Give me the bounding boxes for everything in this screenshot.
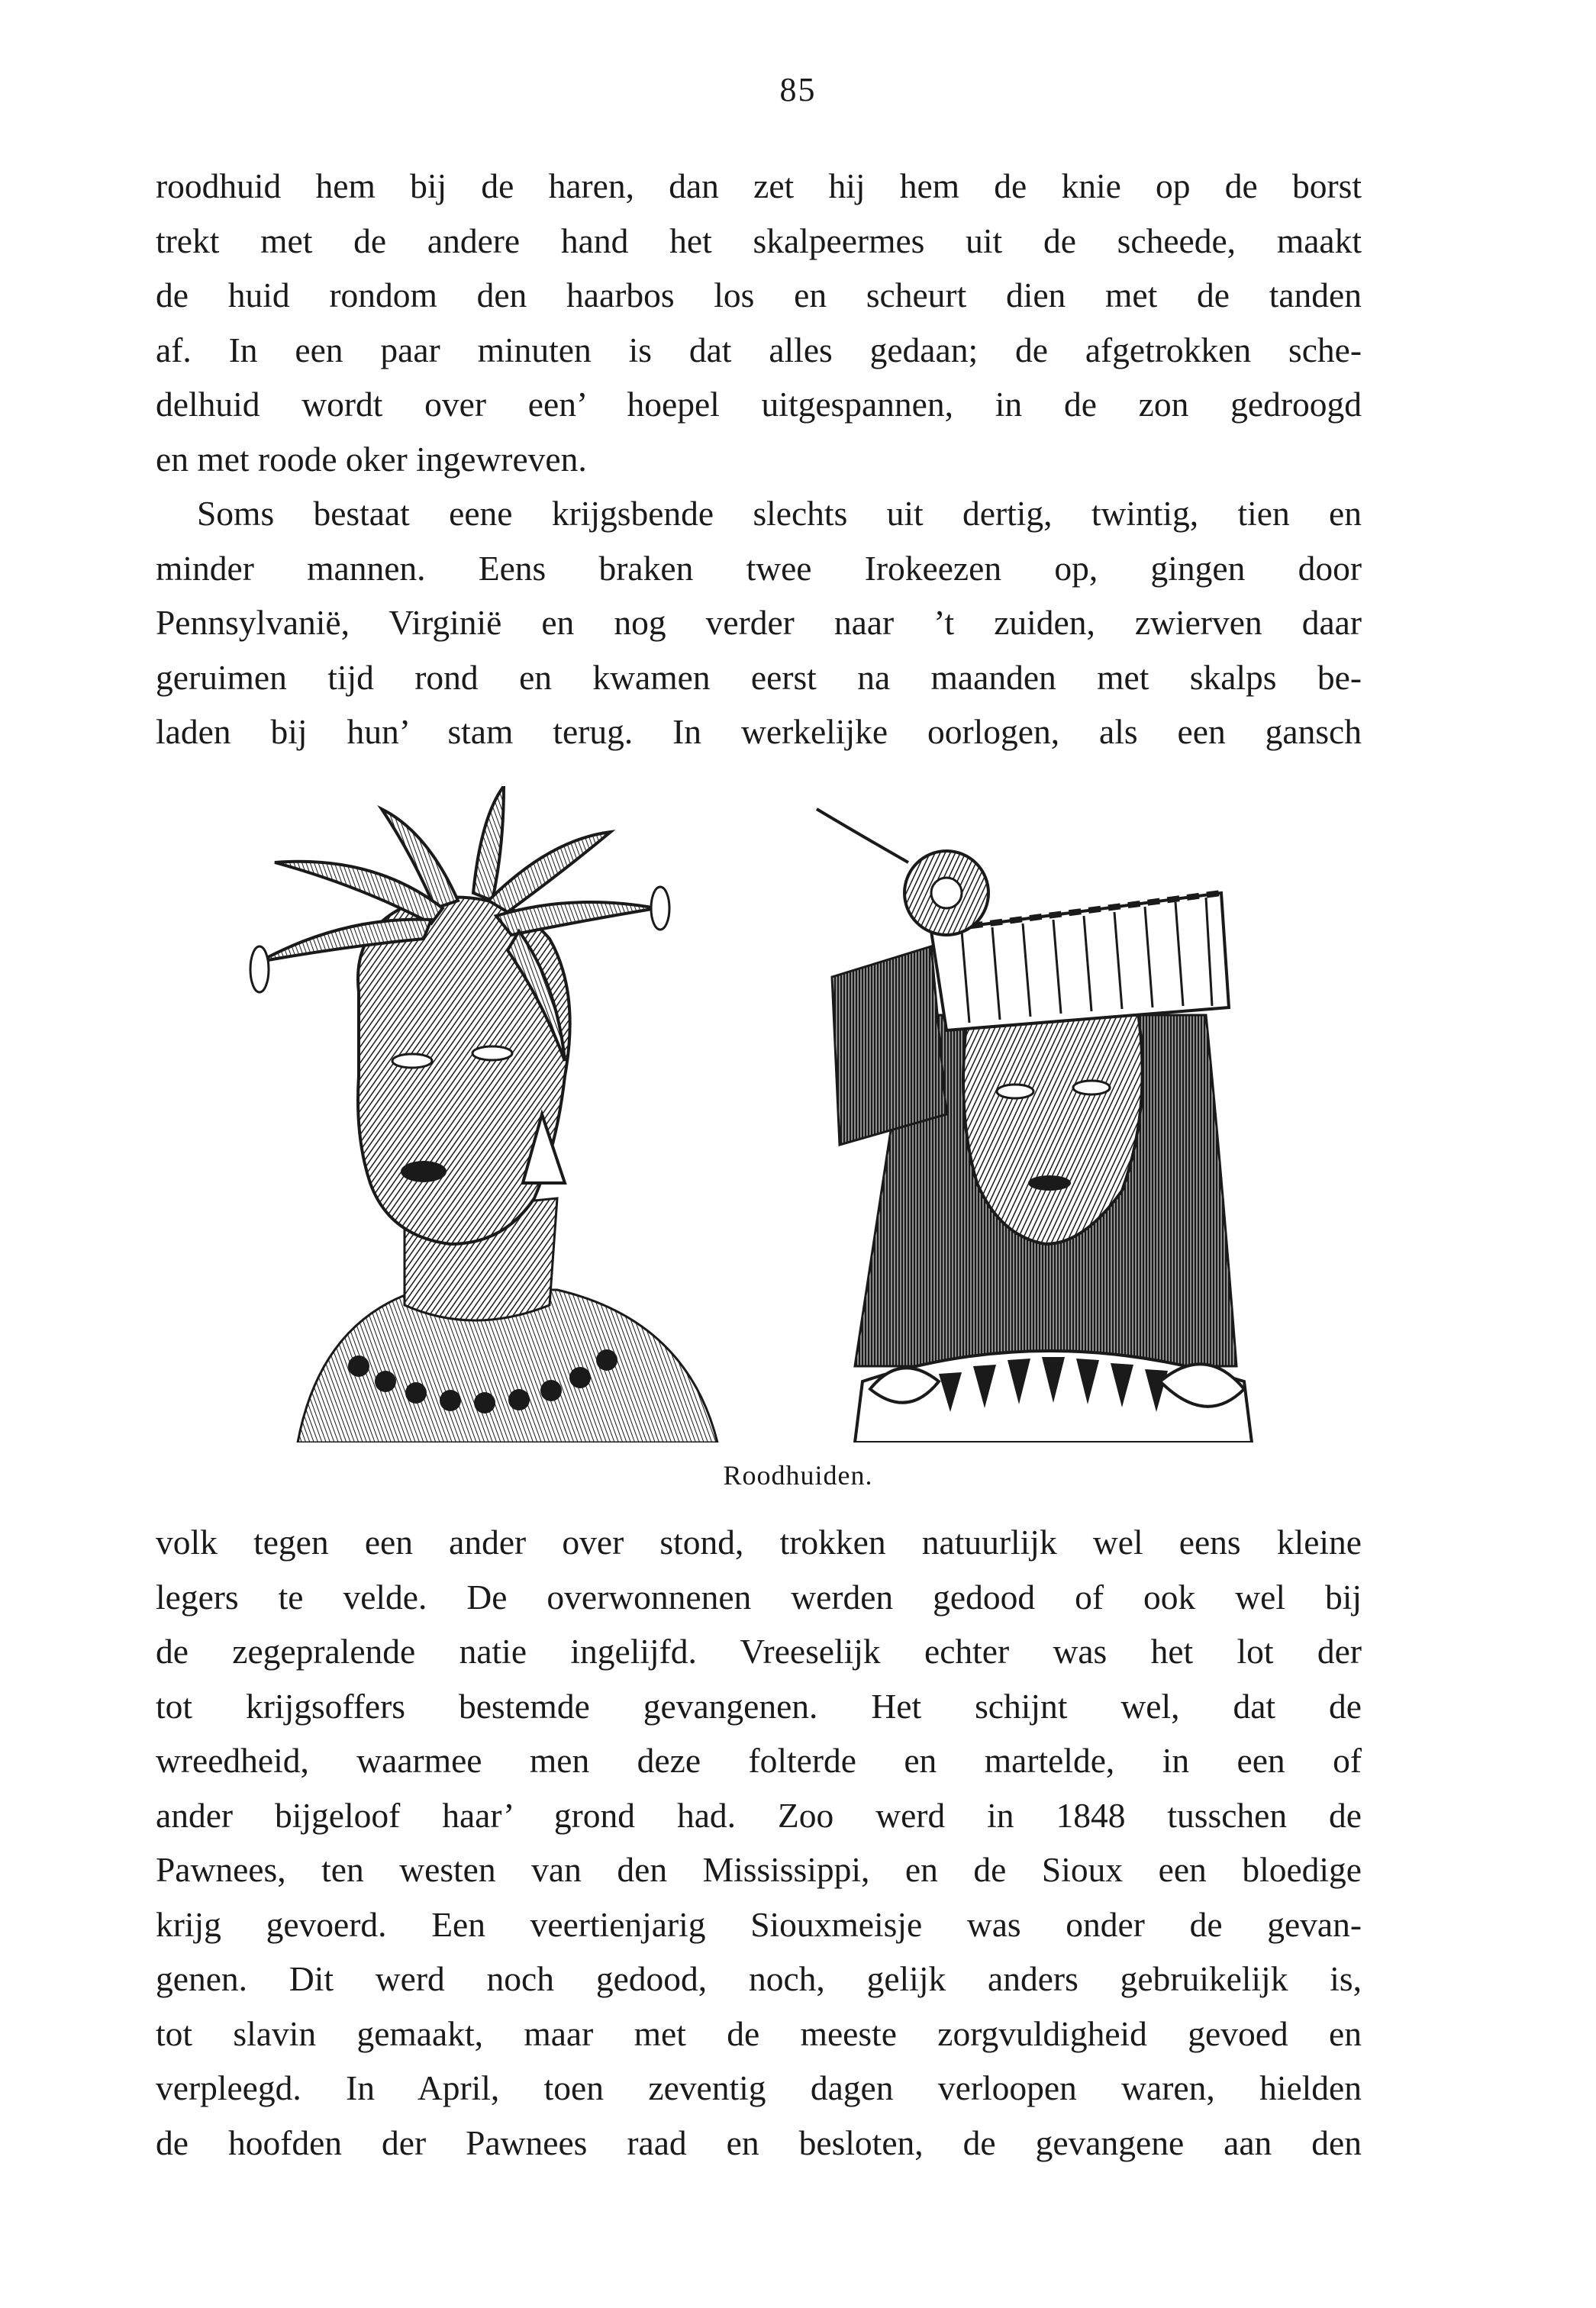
text-line: geruimen tijd rond en kwamen eerst na maanden met skalps be-: [156, 657, 1362, 697]
paragraph-2: [156, 486, 1362, 759]
text-line: genen. Dit werd noch gedood, noch, gelijk anders gebruikelijk is,: [156, 1959, 1362, 1998]
text-line: delhuid wordt over een’ hoepel uitgespannen, in de zon gedroogd: [156, 385, 1362, 424]
text-line: en met roode oker ingewreven.: [156, 439, 587, 479]
text-line: roodhuid hem bij de haren, dan zet hij hem de knie op de borst: [156, 166, 1362, 205]
portrait-man-engraving: [229, 786, 733, 1442]
text-line: tot krijgsoffers bestemde gevangenen. Het schijnt wel, dat de: [156, 1686, 1362, 1726]
text-line: laden bij hun’ stam terug. In werkelijke oorlogen, als een gansch: [156, 712, 1362, 751]
text-line: de hoofden der Pawnees raad en besloten, de gevangene aan den: [156, 2123, 1362, 2162]
text-line: ander bijgeloof haar’ grond had. Zoo werd in 1848 tusschen de: [156, 1795, 1362, 1835]
paragraph-1: [156, 159, 1362, 486]
paragraph-3: [156, 1515, 1362, 2170]
text-line: legers te velde. De overwonnenen werden gedood of ook wel bij: [156, 1577, 1362, 1617]
text-line: Pennsylvanië, Virginië en nog verder naar ’t zuiden, zwierven daar: [156, 603, 1362, 642]
text-line: Soms bestaat eene krijgsbende slechts uit dertig, twintig, tien en: [197, 494, 1362, 533]
text-line: trekt met de andere hand het skalpeermes uit de scheede, maakt: [156, 221, 1362, 260]
text-line: wreedheid, waarmee men deze folterde en martelde, in een of: [156, 1741, 1362, 1780]
text-line: tot slavin gemaakt, maar met de meeste zorgvuldigheid gevoed en: [156, 2013, 1362, 2053]
text-line: af. In een paar minuten is dat alles gedaan; de afgetrokken sche-: [156, 330, 1362, 369]
figure-caption: Roodhuiden.: [723, 1460, 873, 1491]
text-line: de huid rondom den haarbos los en scheurt dien met de tanden: [156, 276, 1362, 314]
text-line: verpleegd. In April, toen zeventig dagen verloopen waren, hielden: [156, 2068, 1362, 2107]
page-number: 85: [779, 71, 817, 108]
illustration-roodhuiden: [229, 786, 1298, 1442]
portrait-woman-engraving: [794, 786, 1298, 1442]
text-line: Pawnees, ten westen van den Mississippi, en de Sioux een bloedige: [156, 1850, 1362, 1889]
text-line: de zegepralende natie ingelijfd. Vreeselijk echter was het lot der: [156, 1632, 1362, 1671]
text-line: minder mannen. Eens braken twee Irokeezen op, gingen door: [156, 548, 1362, 588]
text-line: volk tegen een ander over stond, trokken natuurlijk wel eens kleine: [156, 1523, 1362, 1562]
text-line: krijg gevoerd. Een veertienjarig Siouxmeisje was onder de gevan-: [156, 1904, 1362, 1944]
